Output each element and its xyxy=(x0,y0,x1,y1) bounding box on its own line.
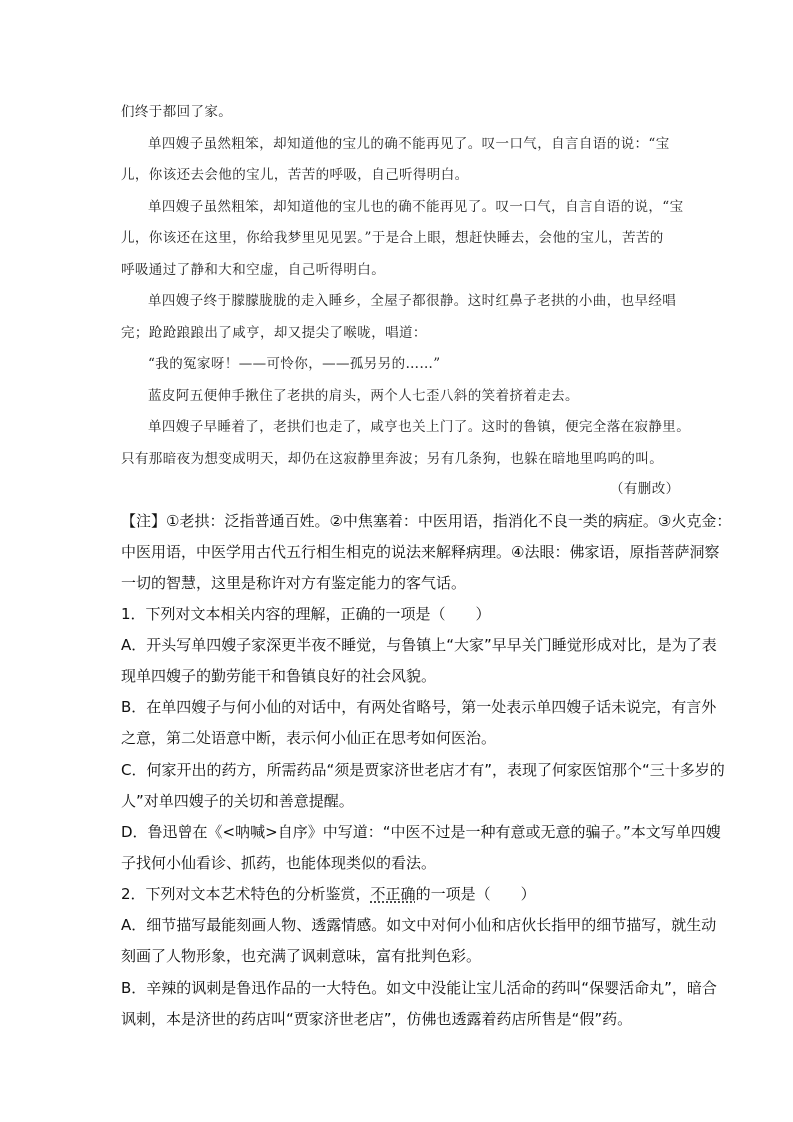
passage-line: 单四嫂子虽然粗笨，却知道他的宝儿的确不能再见了。叹一口气，自言自语的说：“宝 xyxy=(148,136,670,152)
passage-line: 呼吸通过了静和大和空虚，自己听得明白。 xyxy=(121,262,386,278)
question-stem xyxy=(121,885,536,903)
passage-line: 单四嫂子虽然粗笨，却知道他的宝儿也的确不能再见了。叹一口气，自言自语的说，“宝 xyxy=(148,199,684,215)
option-b-line: B．辛辣的讽刺是鲁迅作品的一大特色。如文中没能让宝儿活命的药叫“保婴活命丸”，暗合 xyxy=(121,979,717,997)
passage-line: “我的冤家呀！——可怜你，——孤另另的……” xyxy=(148,356,441,372)
passage-line: 蓝皮阿五便伸手揪住了老拱的肩头，两个人七歪八斜的笑着挤着走去。 xyxy=(148,388,579,404)
option-a-line: A．开头写单四嫂子家深更半夜不睡觉，与鲁镇上“大家”早早关门睡觉形成对比，是为了表 xyxy=(121,636,717,654)
source-note: （有删改） xyxy=(610,481,680,497)
note-line: 一切的智慧，这里是称许对方有鉴定能力的客气话。 xyxy=(121,574,467,592)
question-stem: 1．下列对文本相关内容的理解，正确的一项是（ ） xyxy=(121,605,491,623)
passage-line: 单四嫂子终于朦朦胧胧的走入睡乡，全屋子都很静。这时红鼻子老拱的小曲，也早经唱 xyxy=(148,293,677,309)
passage-line: 完；跄跄踉踉出了咸亨，却又提尖了喉咙，唱道： xyxy=(121,325,427,341)
passage-line: 儿，你该还在这里，你给我梦里见见罢。”于是合上眼，想赶快睡去，会他的宝儿，苦苦的 xyxy=(121,230,664,246)
stem-end: 的一项是（ ） xyxy=(415,885,536,903)
emphasis-not-correct: 不正确 xyxy=(370,885,416,903)
passage-line: 单四嫂子早睡着了，老拱们也走了，咸亨也关上门了。这时的鲁镇，便完全落在寂静里。 xyxy=(148,419,691,435)
option-a-line: 现单四嫂子的勤劳能干和鲁镇良好的社会风貌。 xyxy=(121,667,437,685)
passage-line: 儿，你该还去会他的宝儿，苦苦的呼吸，自己听得明白。 xyxy=(121,167,469,183)
option-d-line: D．鲁迅曾在《<呐喊>自序》中写道：“中医不过是一种有意或无意的骗子。”本文写单四嫂 xyxy=(121,823,721,841)
note-line: 中医用语，中医学用古代五行相生相克的说法来解释病理。④法眼：佛家语，原指菩萨洞察 xyxy=(121,543,720,561)
option-d-line: 子找何小仙看诊、抓药，也能体现类似的看法。 xyxy=(121,854,437,872)
option-b-line: 讽刺，本是济世的药店叫“贾家济世老店”，仿佛也透露着药店所售是“假”药。 xyxy=(121,1010,633,1028)
option-c-line: 人”对单四嫂子的关切和善意提醒。 xyxy=(121,792,354,810)
option-c-line: C．何家开出的药方，所需药品“须是贾家济世老店才有”，表现了何家医馆那个“三十多岁的 xyxy=(121,761,725,779)
option-b-line: B．在单四嫂子与何小仙的对话中，有两处省略号，第一处表示单四嫂子话未说完，有言外 xyxy=(121,698,717,716)
option-b-line: 之意，第二处语意中断，表示何小仙正在思考如何医治。 xyxy=(121,729,497,747)
note-line: 【注】①老拱：泛指普通百姓。②中焦塞着：中医用语，指消化不良一类的病症。③火克金： xyxy=(121,512,732,530)
passage-line: 们终于都回了家。 xyxy=(121,104,233,120)
passage-line: 只有那暗夜为想变成明天，却仍在这寂静里奔波；另有几条狗，也躲在暗地里呜呜的叫。 xyxy=(121,451,664,467)
stem-start: 2．下列对文本艺术特色的分析鉴赏， xyxy=(121,885,371,903)
option-a-line: 刻画了人物形象，也充满了讽刺意味，富有批判色彩。 xyxy=(121,947,482,965)
option-a-line: A．细节描写最能刻画人物、透露情感。如文中对何小仙和店伙长指甲的细节描写，就生动 xyxy=(121,916,717,934)
